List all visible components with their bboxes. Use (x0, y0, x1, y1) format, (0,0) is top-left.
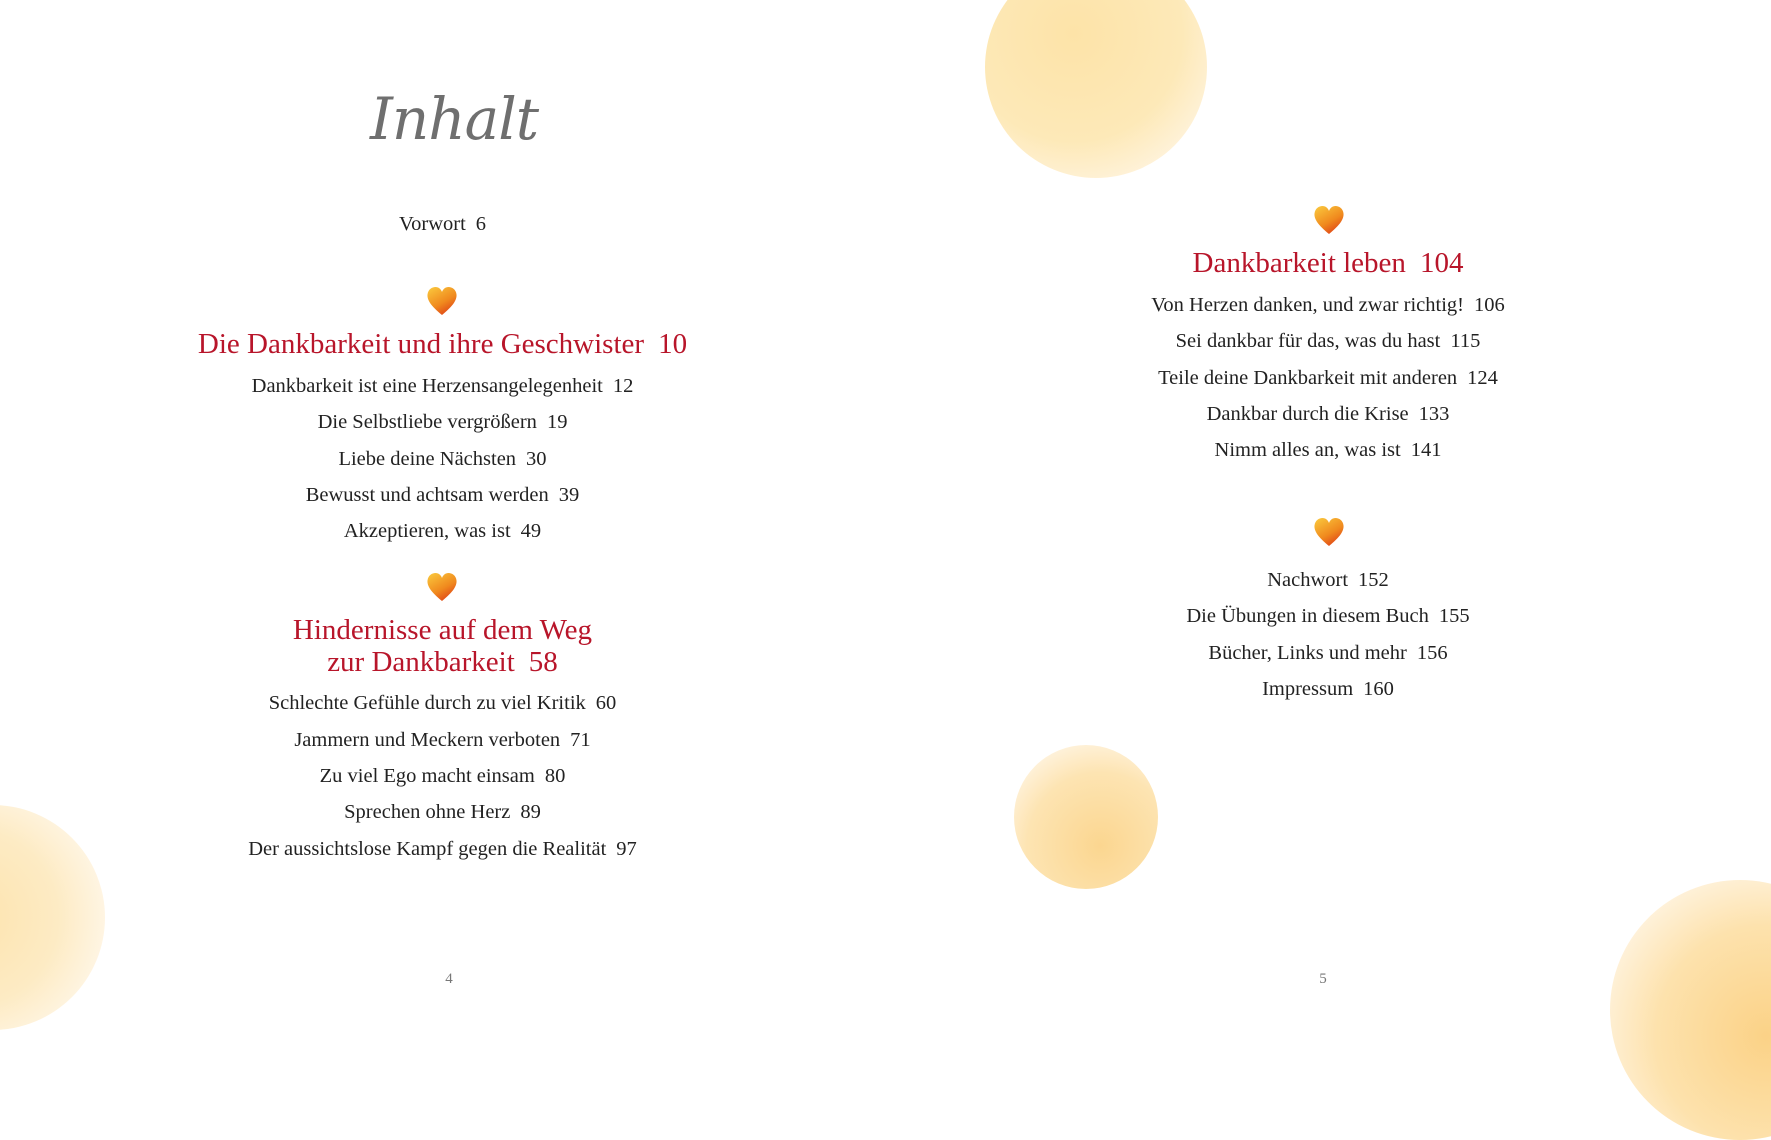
toc-entry[interactable] (885, 402, 1771, 426)
toc-entry[interactable] (0, 837, 885, 861)
toc-entry[interactable] (885, 293, 1771, 317)
entry-page: 60 (595, 692, 617, 714)
toc-entry[interactable] (0, 410, 885, 434)
toc-entry[interactable] (885, 604, 1771, 628)
left-page (0, 0, 885, 1062)
entry-label: Die Übungen in diesem Buch (1186, 605, 1429, 627)
entry-label: Dankbar durch die Krise (1206, 403, 1409, 425)
entry-label: Bewusst und achtsam werden (305, 484, 549, 506)
entry-page: 141 (1410, 439, 1442, 461)
entry-label: Bücher, Links und mehr (1208, 642, 1407, 664)
toc-entry-vorwort[interactable] (0, 212, 885, 236)
entry-label: Impressum (1262, 678, 1354, 700)
section-heading[interactable] (0, 614, 885, 678)
heading-text: zur Dankbarkeit (327, 646, 515, 678)
entry-page: 155 (1438, 605, 1470, 627)
entry-page: 133 (1418, 403, 1450, 425)
entry-page: 97 (616, 838, 637, 860)
heart-icon (1313, 517, 1345, 547)
toc-entry[interactable] (885, 438, 1771, 462)
toc-entry[interactable] (0, 728, 885, 752)
entry-label: Dankbarkeit ist eine Herzensangelegenheit (251, 375, 603, 397)
entry-label: Von Herzen danken, und zwar richtig! (1151, 294, 1464, 316)
entry-page: 106 (1473, 294, 1505, 316)
entry-page: 30 (526, 448, 547, 470)
entry-label: Nimm alles an, was ist (1214, 439, 1401, 461)
entry-page: 49 (520, 520, 542, 542)
heading-text: Hindernisse auf dem Weg (292, 614, 593, 646)
section-heading[interactable] (885, 247, 1771, 279)
entry-page: 19 (546, 411, 568, 433)
heart-icon (426, 286, 458, 316)
toc-entry[interactable] (0, 691, 885, 715)
toc-entry[interactable] (0, 764, 885, 788)
entry-page: 80 (544, 765, 566, 787)
entry-page: 160 (1363, 678, 1394, 700)
entry-label: Teile deine Dankbarkeit mit anderen (1158, 367, 1458, 389)
entry-page: 115 (1450, 330, 1481, 352)
section-heading[interactable] (0, 328, 885, 360)
heart-icon (1313, 205, 1345, 235)
toc-entry[interactable] (885, 641, 1771, 665)
entry-label: Die Selbstliebe vergrößern (317, 411, 537, 433)
toc-entry[interactable] (885, 366, 1771, 390)
heading-page: 10 (658, 328, 688, 360)
entry-label: Nachwort (1267, 569, 1349, 591)
entry-page: 124 (1467, 367, 1498, 389)
page-number: 5 (1319, 971, 1327, 987)
toc-entry[interactable] (885, 568, 1771, 592)
entry-page: 71 (570, 729, 591, 751)
entry-page: 152 (1358, 569, 1389, 591)
entry-page: 6 (475, 213, 487, 235)
entry-page: 89 (520, 801, 541, 823)
heading-page: 58 (528, 646, 558, 678)
entry-label: Liebe deine Nächsten (338, 448, 517, 470)
entry-label: Vorwort (398, 213, 466, 235)
page-number: 4 (445, 971, 453, 987)
entry-label: Schlechte Gefühle durch zu viel Kritik (268, 692, 586, 714)
page-title: Inhalt (370, 85, 539, 153)
toc-entry[interactable] (885, 329, 1771, 353)
heading-page: 104 (1419, 247, 1464, 279)
entry-label: Zu viel Ego macht einsam (319, 765, 535, 787)
heading-text: Die Dankbarkeit und ihre Geschwister (197, 328, 645, 360)
entry-label: Sprechen ohne Herz (344, 801, 511, 823)
entry-label: Sei dankbar für das, was du hast (1175, 330, 1441, 352)
toc-entry[interactable] (0, 519, 885, 543)
toc-entry[interactable] (0, 483, 885, 507)
entry-label: Der aussichtslose Kampf gegen die Realität (248, 838, 607, 860)
toc-entry[interactable] (0, 800, 885, 824)
entry-page: 156 (1416, 642, 1448, 664)
heart-icon (426, 572, 458, 602)
toc-entry[interactable] (885, 677, 1771, 701)
entry-label: Akzeptieren, was ist (343, 520, 511, 542)
toc-entry[interactable] (0, 447, 885, 471)
toc-entry[interactable] (0, 374, 885, 398)
entry-page: 12 (612, 375, 634, 397)
heading-text: Dankbarkeit leben (1192, 247, 1406, 279)
entry-label: Jammern und Meckern verboten (294, 729, 561, 751)
entry-page: 39 (558, 484, 580, 506)
right-page (885, 0, 1771, 1062)
